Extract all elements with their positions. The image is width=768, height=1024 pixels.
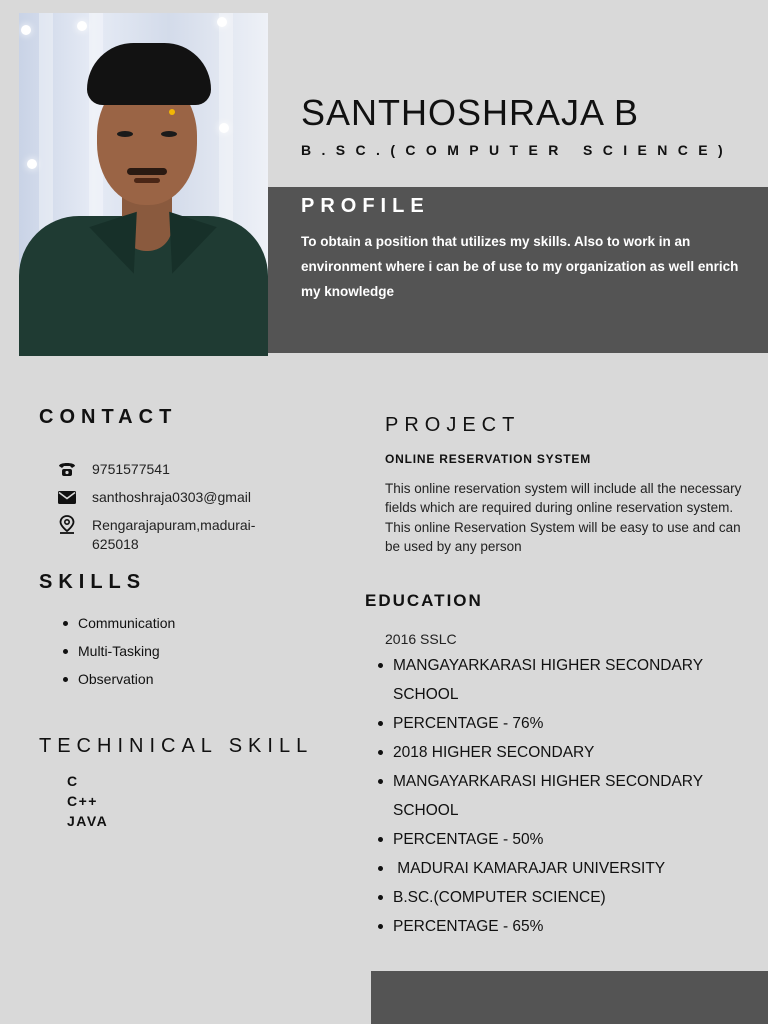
profile-heading: PROFILE <box>301 195 430 217</box>
education-item: MANGAYARKARASI HIGHER SECONDARY SCHOOL <box>376 651 754 709</box>
education-item: MANGAYARKARASI HIGHER SECONDARY SCHOOL <box>376 767 754 825</box>
project-heading: PROJECT <box>385 414 521 436</box>
technical-skill-item: C <box>67 773 79 789</box>
skill-item: Observation <box>61 670 175 698</box>
profile-photo <box>19 13 268 356</box>
education-list <box>376 651 754 941</box>
skills-heading: SKILLS <box>39 571 147 593</box>
education-item: MADURAI KAMARAJAR UNIVERSITY <box>376 854 754 883</box>
technical-skill-list <box>67 771 108 831</box>
phone-icon <box>56 460 78 478</box>
education-item: PERCENTAGE - 50% <box>376 825 754 854</box>
contact-heading: CONTACT <box>39 406 178 428</box>
profile-text: To obtain a position that utilizes my skills. Also to work in an environment where i can be of use to my organization as well enrich my knowledge <box>301 234 739 299</box>
contact-phone: 9751577541 <box>92 461 170 477</box>
technical-skill-item: C++ <box>67 793 98 809</box>
education-item: PERCENTAGE - 65% <box>376 912 754 941</box>
education-heading: EDUCATION <box>365 591 483 610</box>
candidate-degree: B.SC.(COMPUTER SCIENCE) <box>301 142 734 158</box>
location-icon <box>56 516 78 534</box>
footer-band <box>371 971 768 1024</box>
project-name: ONLINE RESERVATION SYSTEM <box>385 452 592 466</box>
education-item: B.SC.(COMPUTER SCIENCE) <box>376 883 754 912</box>
education-item: 2018 HIGHER SECONDARY <box>376 738 754 767</box>
technical-skill-heading: TECHINICAL SKILL <box>39 735 314 757</box>
contact-email-row <box>56 488 251 507</box>
skill-item: Communication <box>61 614 175 642</box>
project-description: This online reservation system will include all the necessary fields which are required during online reservation system. This online Reservation System will be easy to use and can be used by any person <box>385 481 742 554</box>
skill-item: Multi-Tasking <box>61 642 175 670</box>
education-sslc-year: 2016 SSLC <box>385 631 457 647</box>
candidate-name: SANTHOSHRAJA B <box>301 92 640 133</box>
contact-address-row <box>56 516 302 554</box>
education-item: PERCENTAGE - 76% <box>376 709 754 738</box>
contact-address: Rengarajapuram,madurai-625018 <box>92 517 256 552</box>
mail-icon <box>56 488 78 506</box>
contact-phone-row <box>56 460 170 479</box>
contact-email: santhoshraja0303@gmail <box>92 489 251 505</box>
technical-skill-item: JAVA <box>67 813 109 829</box>
skills-list <box>61 614 175 698</box>
